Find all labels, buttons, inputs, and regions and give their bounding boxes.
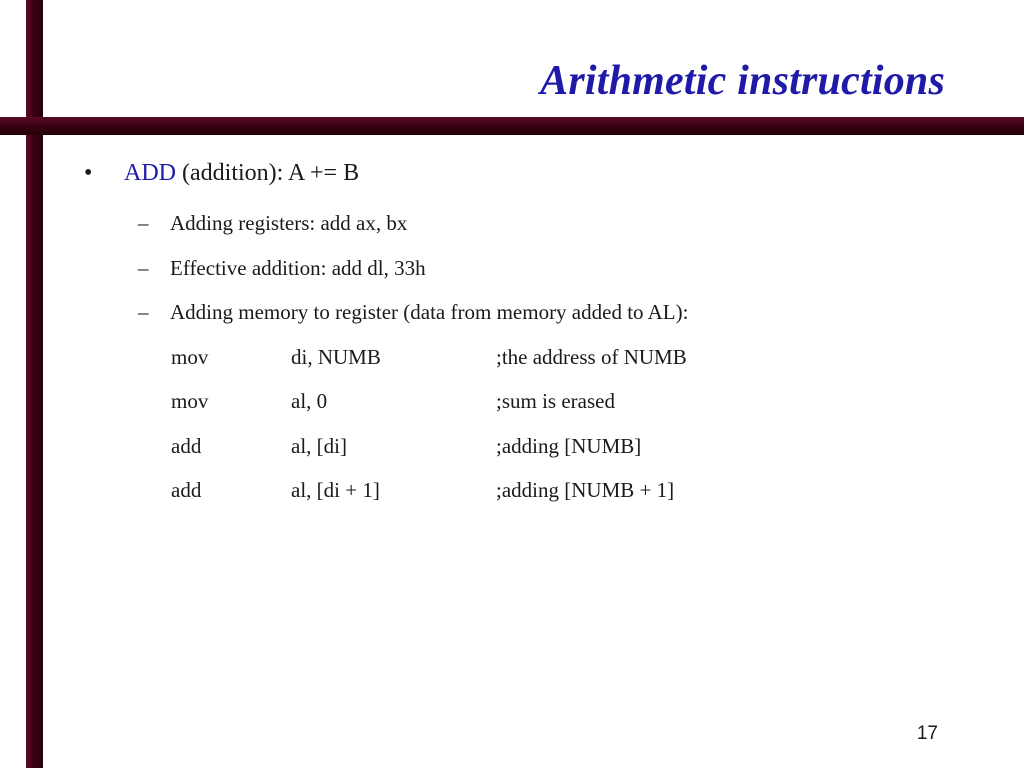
- page-number: 17: [916, 723, 938, 744]
- code-operands: al, [di]: [291, 434, 347, 458]
- sub-item: [138, 256, 426, 281]
- slide-title: Arithmetic instructions: [540, 58, 945, 104]
- dash-marker: –: [138, 256, 149, 280]
- sub-item-text: Effective addition: add dl, 33h: [170, 256, 426, 280]
- sub-item: [138, 300, 688, 325]
- code-operands: al, [di + 1]: [291, 478, 380, 502]
- main-bullet: [84, 160, 359, 187]
- code-operands: di, NUMB: [291, 345, 381, 369]
- sub-item-text: Adding registers: add ax, bx: [170, 211, 408, 235]
- sub-item: [138, 211, 407, 236]
- dash-marker: –: [138, 300, 149, 324]
- sub-item-text: Adding memory to register (data from memory added to AL):: [170, 300, 689, 324]
- code-opcode: mov: [171, 345, 209, 369]
- bullet-marker: •: [84, 160, 93, 186]
- left-vertical-bar: [26, 0, 43, 768]
- code-comment: ;sum is erased: [496, 389, 615, 413]
- dash-marker: –: [138, 211, 149, 235]
- bullet-keyword: ADD: [124, 160, 176, 186]
- code-comment: ;the address of NUMB: [496, 345, 687, 369]
- bullet-text: (addition): A += B: [176, 160, 360, 186]
- code-comment: ;adding [NUMB + 1]: [496, 478, 675, 502]
- code-opcode: add: [171, 434, 202, 458]
- code-opcode: add: [171, 478, 202, 502]
- title-divider-bar: [0, 117, 1024, 135]
- code-opcode: mov: [171, 389, 209, 413]
- code-operands: al, 0: [291, 389, 328, 413]
- code-comment: ;adding [NUMB]: [496, 434, 642, 458]
